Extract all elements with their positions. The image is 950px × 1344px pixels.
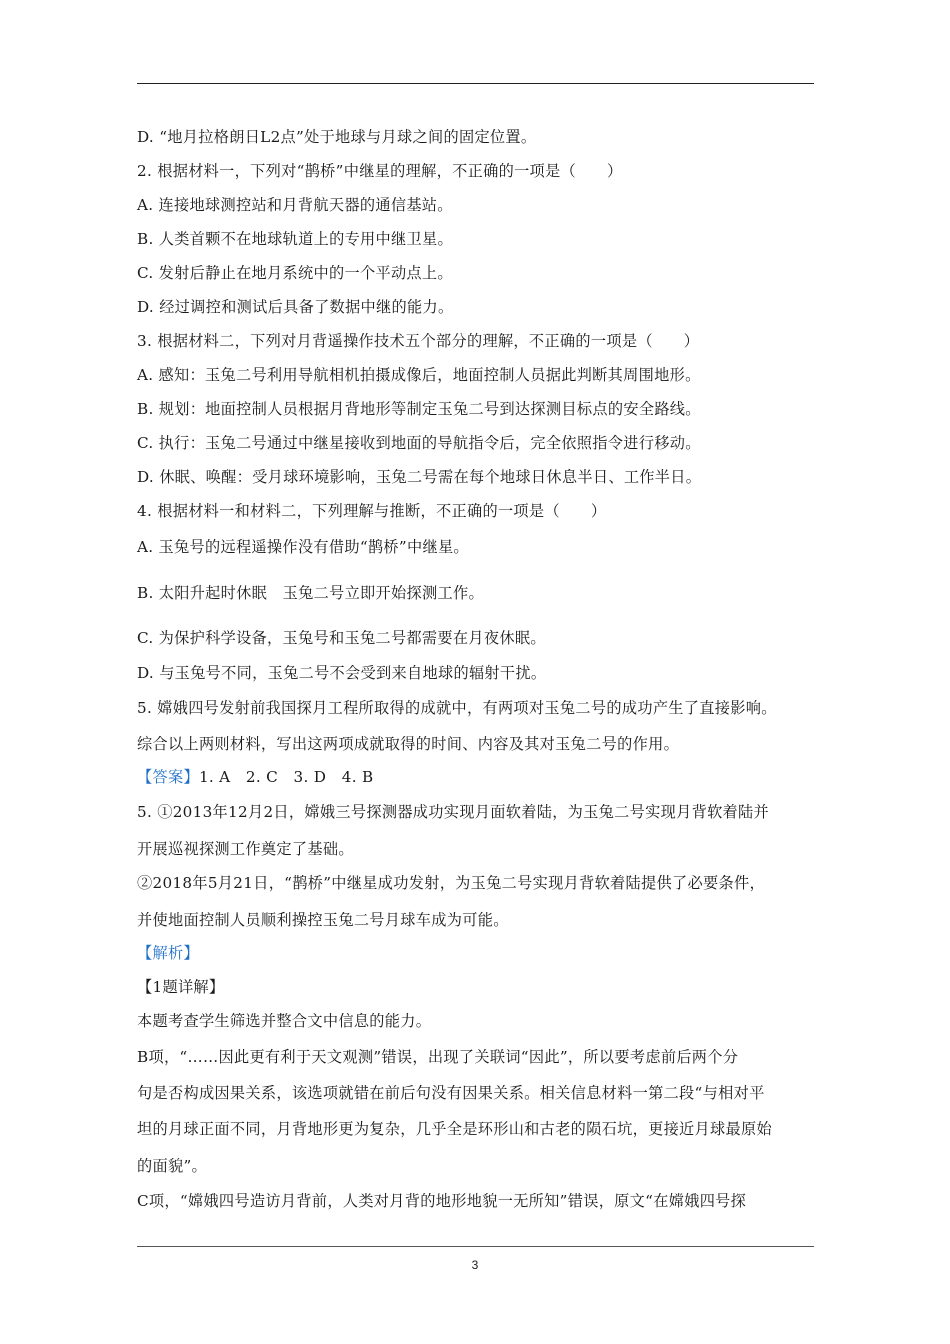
detail-line-4: 坦的月球正面不同，月背地形更为复杂，几乎全是环形山和古老的陨石坑，更接近月球最原始 [137,1120,772,1138]
answer-text: 1. A 2. C 3. D 4. B [198,768,374,786]
option-3a: A. 感知：玉兔二号利用导航相机拍摄成像后，地面控制人员据此判断其周围地形。 [137,366,701,384]
page-number: 3 [471,1258,479,1272]
option-3c: C. 执行：玉兔二号通过中继星接收到地面的导航指令后，完全依照指令进行移动。 [137,434,701,452]
analysis-tag: 【解析】 [137,944,199,962]
detail-line-1: 本题考查学生筛选并整合文中信息的能力。 [137,1012,432,1030]
option-3d: D. 休眠、唤醒：受月球环境影响，玉兔二号需在每个地球日休息半日、工作半日。 [137,468,702,486]
detail-line-6: C项，“嫦娥四号造访月背前，人类对月背的地形地貌一无所知”错误，原文“在嫦娥四号探 [137,1192,747,1210]
option-3b: B. 规划：地面控制人员根据月背地形等制定玉兔二号到达探测目标点的安全路线。 [137,400,701,418]
header-rule [137,83,814,84]
option-4d: D. 与玉兔号不同，玉兔二号不会受到来自地球的辐射干扰。 [137,664,547,682]
detail-line-2: B项，“……因此更有利于天文观测”错误，出现了关联词“因此”，所以要考虑前后两个分 [137,1048,739,1066]
detail-heading: 【1题详解】 [137,978,225,996]
option-2b: B. 人类首颗不在地球轨道上的专用中继卫星。 [137,230,453,248]
answer-5-line4: 并使地面控制人员顺利操控玉兔二号月球车成为可能。 [137,911,509,929]
footer-rule [137,1246,814,1247]
question-5-line2: 综合以上两则材料，写出这两项成就取得的时间、内容及其对玉兔二号的作用。 [137,735,680,753]
answer-5-line2: 开展巡视探测工作奠定了基础。 [137,840,354,858]
option-4c: C. 为保护科学设备，玉兔号和玉兔二号都需要在月夜休眠。 [137,629,546,647]
option-2d: D. 经过调控和测试后具备了数据中继的能力。 [137,298,454,316]
option-4b: B. 太阳升起时休眠 玉兔二号立即开始探测工作。 [137,584,484,602]
option-1d: D. “地月拉格朗日L2点”处于地球与月球之间的固定位置。 [137,128,537,146]
option-2a: A. 连接地球测控站和月背航天器的通信基站。 [137,196,453,214]
question-2: 2. 根据材料一，下列对“鹊桥”中继星的理解，不正确的一项是（ ） [137,162,623,180]
answer-5-line3: ②2018年5月21日，“鹊桥”中继星成功发射，为玉兔二号实现月背软着陆提供了必要条件， [137,874,765,892]
answer-tag: 【答案】 [137,768,199,786]
question-5-line1: 5. 嫦娥四号发射前我国探月工程所取得的成就中，有两项对玉兔二号的成功产生了直接影响。 [137,699,777,717]
question-3: 3. 根据材料二，下列对月背遥操作技术五个部分的理解，不正确的一项是（ ） [137,332,700,350]
option-2c: C. 发射后静止在地月系统中的一个平动点上。 [137,264,453,282]
option-4a: A. 玉兔号的远程遥操作没有借助“鹊桥”中继星。 [137,538,469,556]
question-4: 4. 根据材料一和材料二，下列理解与推断，不正确的一项是（ ） [137,502,607,520]
answer-line [137,767,373,787]
detail-line-3: 句是否构成因果关系，该选项就错在前后句没有因果关系。相关信息材料一第二段“与相对平 [137,1084,765,1102]
answer-5-line1: 5. ①2013年12月2日，嫦娥三号探测器成功实现月面软着陆，为玉兔二号实现月背软着陆并 [137,803,770,821]
detail-line-5: 的面貌”。 [137,1157,208,1175]
